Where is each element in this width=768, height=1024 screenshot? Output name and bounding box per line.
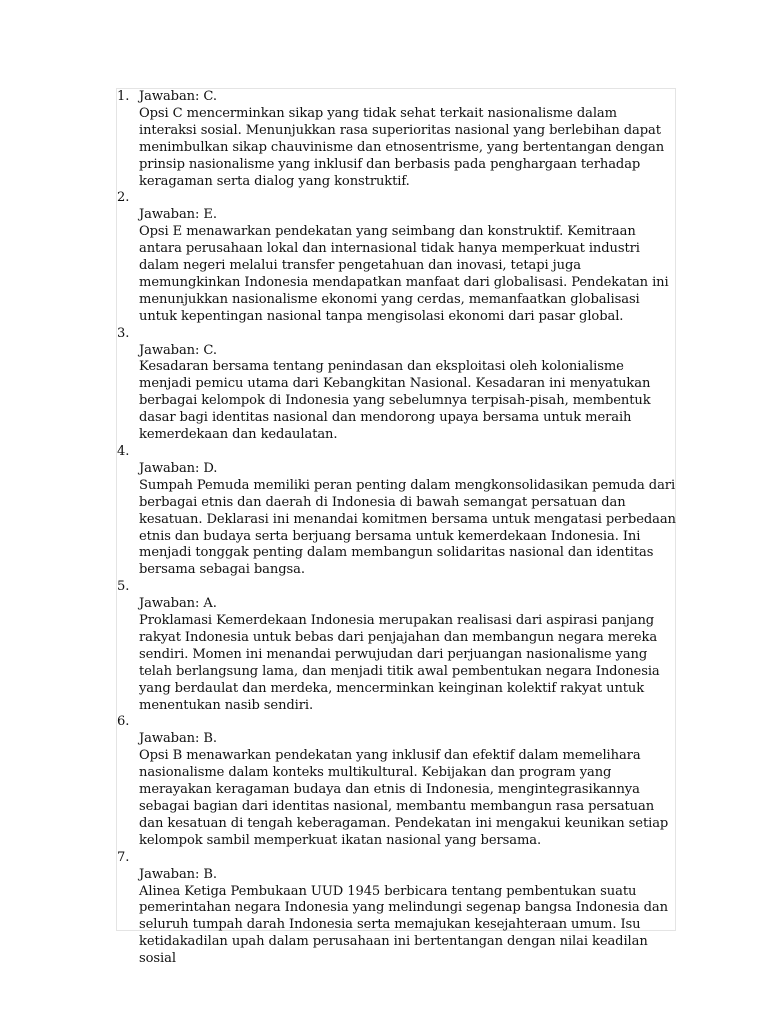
answer-item-6 bbox=[117, 714, 677, 849]
explanation-text: Kesadaran bersama tentang penindasan dan eksploitasi oleh kolonialisme menjadi pemicu utama dari Kebangkitan Nasional. Kesadaran ini menyatukan berbagai kelompok di Indonesia yang sebelumnya terpisah-pisah, membentuk dasar bagi identitas nasional dan mendorong upaya bersama untuk meraih kemerdekaan dan kedaulatan. bbox=[139, 359, 651, 443]
answer-item-3 bbox=[117, 326, 677, 444]
answer-label: Jawaban: C. bbox=[139, 342, 217, 358]
item-number: 4. bbox=[117, 444, 130, 459]
explanation-text: Opsi B menawarkan pendekatan yang inklusif dan efektif dalam memelihara nasionalisme dalam konteks multikultural. Kebijakan dan program yang merayakan keragaman budaya dan etnis di Indonesia, mengintegrasikannya sebagai bagian dari identitas nasional, membantu membangun rasa persatuan dan kesatuan di tengah keberagaman. Pendekatan ini mengakui keunikan setiap kelompok sambil memperkuat ikatan nasional yang bersama. bbox=[139, 748, 669, 848]
explanation-text: Sumpah Pemuda memiliki peran penting dalam mengkonsolidasikan pemuda dari berbagai etnis dan daerah di Indonesia di bawah semangat persatuan dan kesatuan. Deklarasi ini menandai komitmen bersama untuk mengatasi perbedaan etnis dan budaya serta berjuang bersama untuk kemerdekaan Indonesia. Ini menjadi tonggak penting dalam membangun solidaritas nasional dan identitas bersama sebagai bangsa. bbox=[139, 477, 676, 578]
item-number: 5. bbox=[117, 579, 130, 595]
explanation-text: Opsi E menawarkan pendekatan yang seimbang dan konstruktif. Kemitraan antara perusahaan lokal dan internasional tidak hanya memperkuat industri dalam negeri melalui transfer pengetahuan dan inovasi, tetapi juga memungkinkan Indonesia mendapatkan manfaat dari globalisasi. Pendekatan ini menunjukkan nasionalisme ekonomi yang cerdas, memanfaatkan globalisasi untuk kepentingan nasional tanpa mengisolasi ekonomi dari pasar global. bbox=[139, 224, 669, 324]
answer-item-7 bbox=[117, 850, 677, 968]
explanation-text: Proklamasi Kemerdekaan Indonesia merupakan realisasi dari aspirasi panjang rakyat Indonesia untuk bebas dari penjajahan dan membangun negara mereka sendiri. Momen ini menandai perwujudan dari perjuangan nasionalisme yang telah berlangsung lama, dan menjadi titik awal pembentukan negara Indonesia yang berdaulat dan merdeka, mencerminkan keinginan kolektif rakyat untuk menentukan nasib sendiri. bbox=[139, 613, 660, 713]
item-number: 2. bbox=[117, 190, 130, 206]
answer-item-4 bbox=[117, 444, 677, 579]
explanation-text: Alinea Ketiga Pembukaan UUD 1945 berbicara tentang pembentukan suatu pemerintahan negara Indonesia yang melindungi segenap bangsa Indonesia dan seluruh tumpah darah Indonesia serta memajukan kesejahteraan umum. Isu ketidakadilan upah dalam perusahaan ini bertentangan dengan nilai keadilan sosial bbox=[139, 883, 668, 967]
answer-label: Jawaban: E. bbox=[139, 207, 217, 223]
item-number: 6. bbox=[117, 714, 130, 730]
item-number: 1. bbox=[117, 89, 130, 104]
answer-label: Jawaban: C. bbox=[139, 89, 217, 104]
answer-label: Jawaban: A. bbox=[139, 596, 217, 612]
answer-label: Jawaban: B. bbox=[139, 866, 217, 882]
item-number: 3. bbox=[117, 325, 130, 341]
answer-item-2 bbox=[117, 190, 677, 325]
answer-item-1 bbox=[117, 89, 677, 190]
document-page bbox=[116, 88, 676, 967]
item-number: 7. bbox=[117, 849, 130, 865]
answer-label: Jawaban: B. bbox=[139, 731, 217, 747]
answer-list bbox=[117, 89, 677, 968]
explanation-text: Opsi C mencerminkan sikap yang tidak sehat terkait nasionalisme dalam interaksi sosial. Menunjukkan rasa superioritas nasional yang berlebihan dapat menimbulkan sikap chauvinisme dan etnosentrisme, yang bertentangan dengan prinsip nasionalisme yang inklusif dan berbasis pada penghargaan terhadap keragaman serta dialog yang konstruktif. bbox=[139, 105, 665, 189]
answer-item-5 bbox=[117, 579, 677, 714]
answer-label: Jawaban: D. bbox=[139, 460, 218, 476]
